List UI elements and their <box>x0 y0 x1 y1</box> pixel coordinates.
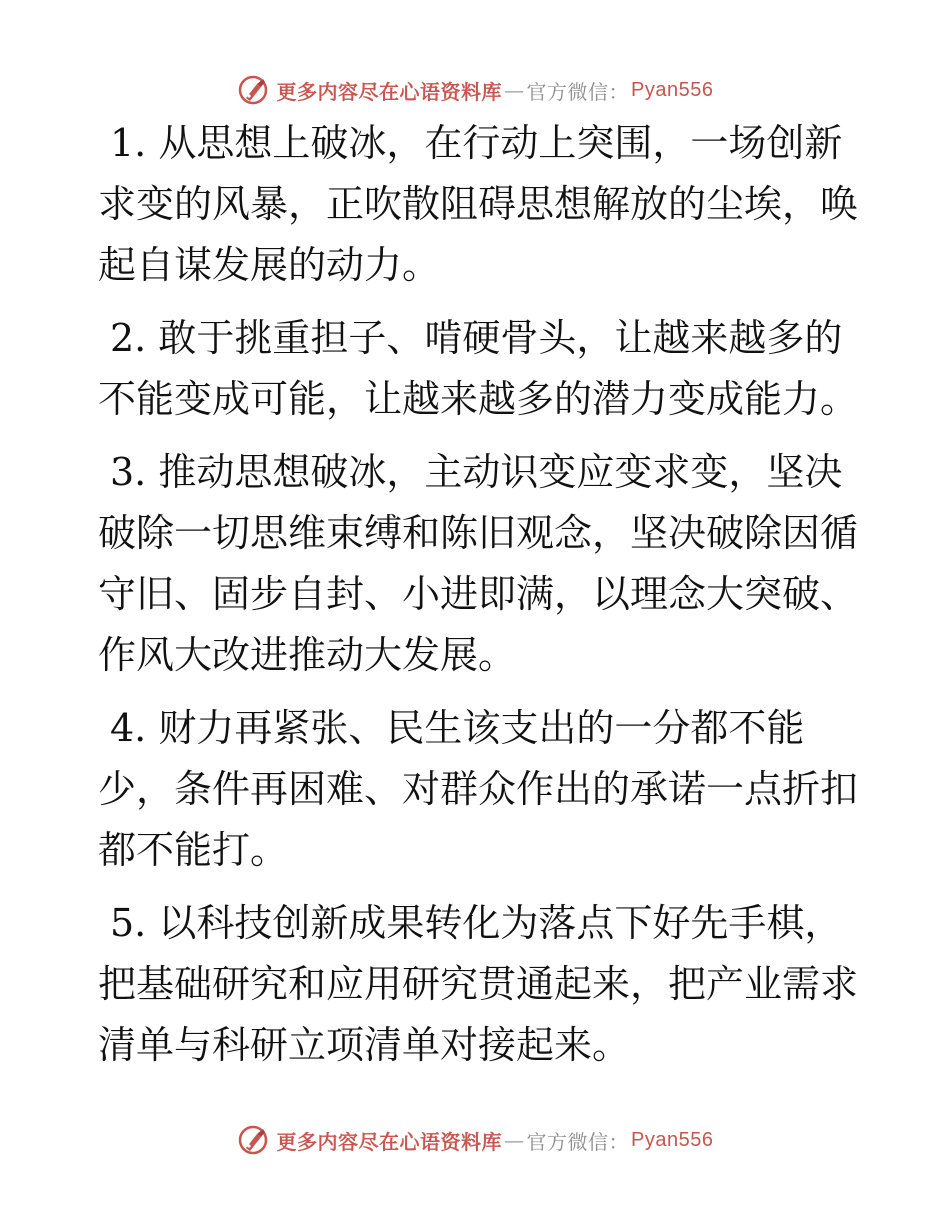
footer-banner <box>0 1120 950 1160</box>
banner-handle: Pyan556 <box>631 1128 714 1151</box>
banner-main-text: 更多内容尽在心语资料库 <box>276 1129 503 1154</box>
banner-dash: — <box>504 78 525 102</box>
banner-dash: — <box>504 1128 525 1152</box>
banner-handle: Pyan556 <box>631 78 714 101</box>
list-item: 1. 从思想上破冰，在行动上突围，一场创新求变的风暴，正吹散阻碍思想解放的尘埃，唤起自谋发展的动力。 <box>98 121 859 287</box>
pen-nib-circle-icon <box>237 74 269 106</box>
list-item: 5. 以科技创新成果转化为落点下好先手棋，把基础研究和应用研究贯通起来，把产业需求清单与科研立项清单对接起来。 <box>98 901 859 1067</box>
document-body <box>98 113 858 1088</box>
list-item: 2. 敢于挑重担子、啃硬骨头，让越来越多的不能变成可能，让越来越多的潜力变成能力。 <box>98 316 859 421</box>
banner-label: 官方微信： <box>526 79 630 104</box>
banner-main-text: 更多内容尽在心语资料库 <box>276 79 503 104</box>
header-banner <box>0 70 950 110</box>
pen-nib-circle-icon <box>237 1124 269 1156</box>
list-item: 3. 推动思想破冰，主动识变应变求变，坚决破除一切思维束缚和陈旧观念，坚决破除因循守旧、固步自封、小进即满，以理念大突破、作风大改进推动大发展。 <box>98 450 859 677</box>
list-item: 4. 财力再紧张、民生该支出的一分都不能少，条件再困难、对群众作出的承诺一点折扣都不能打。 <box>98 706 859 872</box>
banner-label: 官方微信： <box>526 1129 630 1154</box>
